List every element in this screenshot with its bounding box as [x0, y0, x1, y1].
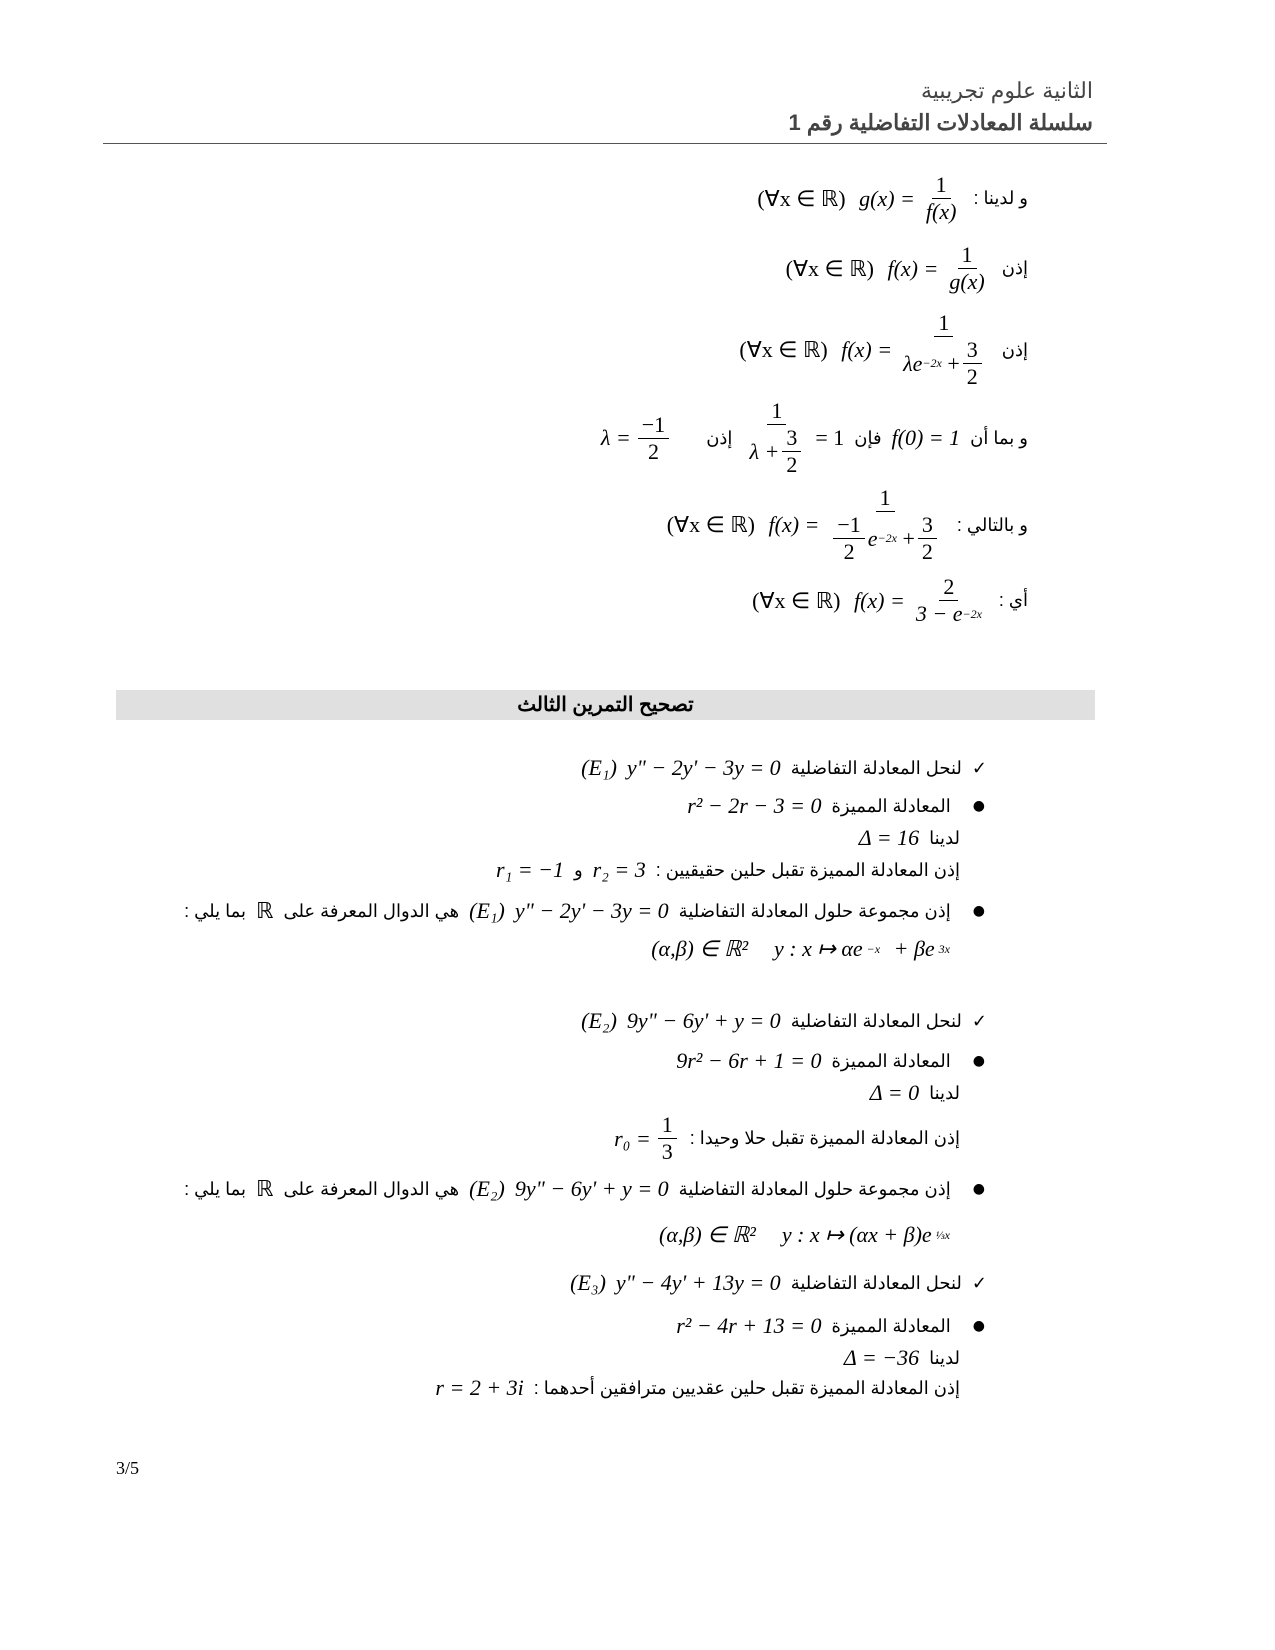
fraction	[912, 574, 986, 627]
lhs: f(x) =	[841, 337, 893, 362]
denominator: 2	[921, 539, 933, 564]
denominator	[912, 601, 986, 627]
quantifier: (∀x ∈ ℝ)	[739, 337, 828, 362]
e3-char-line	[676, 1313, 985, 1339]
equation-name: (E₁)	[581, 755, 617, 780]
fraction	[826, 485, 944, 565]
checkmark-icon: ✓	[971, 1010, 987, 1032]
lhs: λ =	[600, 425, 631, 450]
equation-name: (E₃)	[570, 1270, 606, 1295]
equation: 9y" − 6y' + y = 0	[514, 1176, 669, 1201]
den-term: λe	[903, 350, 923, 376]
numerator: 1	[958, 242, 977, 269]
denominator	[826, 512, 944, 565]
quantifier: (∀x ∈ ℝ)	[757, 185, 846, 211]
denominator: 2	[843, 539, 855, 564]
label: و لدينا :	[973, 188, 1028, 208]
eq-line-6	[752, 574, 1028, 627]
reals: ℝ	[256, 898, 274, 923]
label: إذن	[1001, 258, 1028, 278]
condition: f(0) = 1	[891, 425, 961, 450]
eq-line-3	[739, 310, 1028, 390]
e3-delta-line	[844, 1345, 960, 1371]
quantifier: (∀x ∈ ℝ)	[752, 587, 841, 613]
params: (α,β) ∈ ℝ²	[659, 1222, 756, 1247]
bullet-icon: ●	[972, 798, 985, 814]
label: لدينا	[929, 1347, 960, 1368]
math	[757, 172, 963, 225]
numerator: 1	[932, 172, 951, 199]
inner-fraction	[963, 337, 982, 390]
sol: y : x ↦ (αx + β)e	[781, 1222, 932, 1247]
lhs: f(x) =	[887, 255, 939, 281]
equation: r² − 2r − 3 = 0	[687, 793, 822, 818]
label: المعادلة المميزة	[831, 1315, 951, 1336]
delta: Δ = 16	[858, 825, 920, 850]
eq-line-5	[667, 485, 1028, 565]
label: لدينا	[929, 827, 960, 848]
label: فإن	[854, 427, 882, 448]
checkmark-icon: ✓	[971, 757, 987, 779]
equation: y" − 2y' − 3y = 0	[514, 898, 669, 923]
math	[752, 574, 989, 627]
equation-name: (E₁)	[469, 898, 505, 923]
label: لنحل المعادلة التفاضلية	[790, 757, 962, 778]
section-banner: تصحيح التمرين الثالث	[116, 690, 1095, 720]
plus: +	[947, 350, 960, 376]
e2-char-line	[676, 1048, 985, 1074]
root: r₂ = 3	[592, 857, 646, 882]
den-term: 3 − e	[915, 601, 963, 626]
fraction	[658, 1112, 677, 1165]
lhs: f(x) =	[853, 587, 905, 613]
bullet-icon: ●	[972, 1053, 985, 1069]
e2-roots-line	[614, 1112, 960, 1165]
numerator: 3	[782, 425, 801, 452]
inner-fraction	[918, 512, 937, 565]
e2-title-line	[581, 1008, 987, 1034]
eq-line-4	[601, 398, 1028, 478]
label: بما يلي :	[184, 1178, 247, 1199]
math	[786, 242, 992, 295]
math	[742, 398, 844, 478]
and: و	[573, 859, 583, 880]
math	[774, 936, 950, 962]
label: إذن مجموعة حلول المعادلة التفاضلية	[678, 1178, 951, 1199]
inner-fraction	[782, 425, 801, 478]
bullet-icon: ●	[972, 1181, 985, 1197]
math	[739, 310, 991, 390]
params: (α,β) ∈ ℝ²	[651, 936, 749, 961]
denominator: 3	[661, 1139, 673, 1164]
label: المعادلة المميزة	[831, 795, 951, 816]
numerator: 1	[876, 485, 895, 512]
numerator: 3	[963, 337, 982, 364]
label: بما يلي :	[184, 900, 247, 921]
root: r₀ =	[614, 1125, 651, 1151]
equation-name: (E₂)	[469, 1176, 505, 1201]
exponent: −2x	[922, 356, 942, 370]
label: إذن المعادلة المميزة تقبل حلا وحيدا :	[689, 1128, 960, 1148]
e1-sol-line	[184, 898, 985, 924]
sol-a: y : x ↦ αe	[774, 936, 863, 961]
numerator: 1	[767, 398, 786, 425]
e1-title-line	[581, 755, 987, 781]
e2-sol-line	[184, 1176, 985, 1202]
label: و بما أن	[970, 427, 1028, 448]
denominator: g(x)	[949, 269, 985, 294]
fraction	[945, 242, 988, 295]
label: أي :	[998, 590, 1028, 610]
denominator: f(x)	[925, 199, 957, 224]
eq-line-1	[757, 172, 1028, 225]
label: لنحل المعادلة التفاضلية	[790, 1010, 962, 1031]
e2-solution	[659, 1222, 950, 1248]
exponent: −x	[866, 941, 881, 956]
rhs: = 1	[815, 425, 845, 450]
numerator: 3	[918, 512, 937, 539]
e1-delta-line	[859, 825, 960, 851]
equation: 9r² − 6r + 1 = 0	[676, 1048, 822, 1073]
fraction	[638, 412, 669, 465]
fraction	[745, 398, 808, 478]
header-title: سلسلة المعادلات التفاضلية رقم 1	[788, 110, 1093, 135]
fraction	[922, 172, 961, 225]
math	[601, 412, 672, 465]
plus: +	[902, 525, 915, 551]
label: إذن المعادلة المميزة تقبل حلين حقيقيين :	[655, 859, 960, 880]
label: لنحل المعادلة التفاضلية	[790, 1272, 962, 1293]
denominator: 2	[786, 452, 798, 477]
e1-solution	[651, 936, 950, 962]
quantifier: (∀x ∈ ℝ)	[666, 512, 755, 537]
root: r = 2 + 3i	[435, 1375, 524, 1400]
delta: Δ = 0	[869, 1080, 920, 1105]
bullet-icon: ●	[972, 1318, 985, 1334]
label: إذن	[1001, 339, 1028, 360]
inner-fraction	[833, 512, 864, 565]
quantifier: (∀x ∈ ℝ)	[785, 255, 874, 281]
header-level: الثانية علوم تجريبية	[921, 78, 1093, 103]
equation: y" − 2y' − 3y = 0	[626, 755, 781, 780]
e2-delta-line	[870, 1080, 960, 1106]
lhs: f(x) =	[768, 512, 820, 537]
lhs: g(x) =	[859, 185, 915, 211]
checkmark-icon: ✓	[971, 1272, 987, 1294]
numerator: 1	[934, 310, 953, 337]
label: هي الدوال المعرفة على	[283, 900, 460, 921]
denominator: 2	[966, 364, 978, 389]
label: هي الدوال المعرفة على	[283, 1178, 460, 1199]
fraction	[899, 310, 989, 390]
e1-char-line	[687, 793, 985, 819]
e3-title-line	[570, 1270, 987, 1296]
exponent: 3x	[938, 941, 950, 956]
numerator: 1	[658, 1112, 677, 1139]
label: إذن مجموعة حلول المعادلة التفاضلية	[678, 900, 951, 921]
math	[614, 1112, 680, 1165]
denominator	[899, 337, 989, 390]
label: لدينا	[929, 1082, 960, 1103]
equation: r² − 4r + 13 = 0	[676, 1313, 822, 1338]
exponent: −2x	[877, 531, 897, 545]
numerator: 2	[939, 574, 958, 601]
header-divider	[103, 143, 1107, 144]
equation: 9y" − 6y' + y = 0	[626, 1008, 781, 1033]
reals: ℝ	[256, 1176, 274, 1201]
label: و بالتالي :	[956, 514, 1028, 535]
delta: Δ = −36	[843, 1345, 920, 1370]
math	[782, 1222, 950, 1248]
denominator	[745, 425, 808, 478]
label: إذن	[706, 427, 733, 448]
bullet-icon: ●	[972, 903, 985, 919]
e1-roots-line	[496, 857, 960, 883]
equation: y" − 4y' + 13y = 0	[615, 1270, 781, 1295]
math	[667, 485, 947, 565]
numerator: −1	[833, 512, 864, 539]
denominator: 2	[647, 438, 659, 464]
equation-name: (E₂)	[581, 1008, 617, 1033]
exponent: ⅓x	[935, 1227, 950, 1242]
label: إذن المعادلة المميزة تقبل حلين عقديين مترافقين أحدهما :	[533, 1377, 960, 1398]
e3-roots-line	[435, 1375, 960, 1401]
den-term: λ +	[749, 438, 780, 464]
eq-line-2	[786, 242, 1028, 295]
root: r₁ = −1	[496, 857, 564, 882]
exponent: −2x	[962, 606, 982, 621]
numerator: −1	[638, 412, 669, 439]
e: e	[867, 525, 878, 551]
page-number: 3/5	[116, 1458, 140, 1478]
sol-b: + βe	[893, 936, 935, 961]
label: المعادلة المميزة	[831, 1050, 951, 1071]
